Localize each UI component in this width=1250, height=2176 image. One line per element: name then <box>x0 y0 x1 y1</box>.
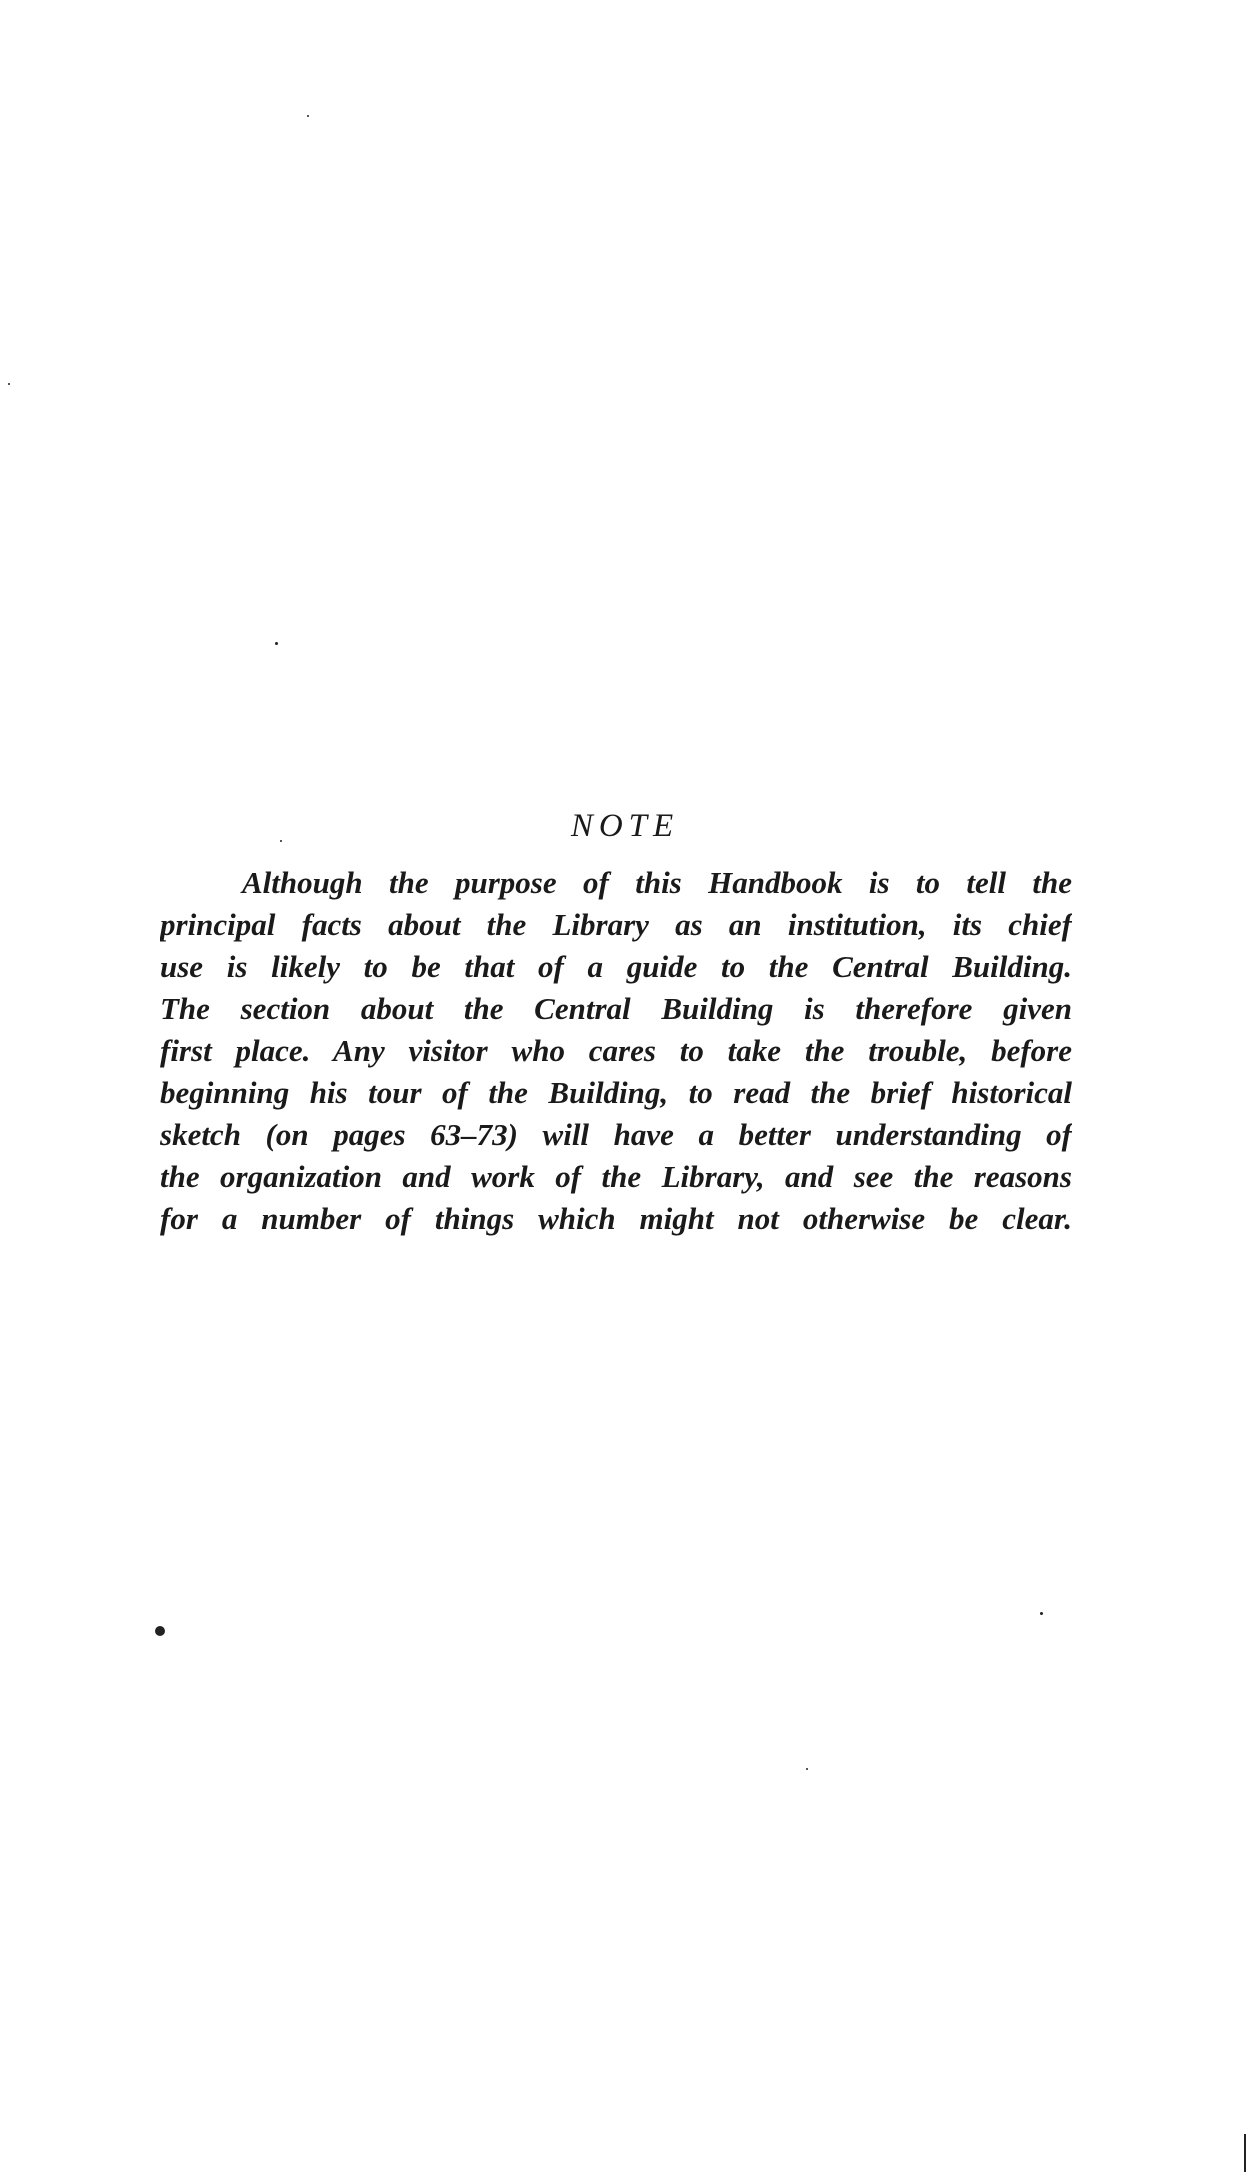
note-line: first place. Any visitor who cares to take the trouble, before <box>160 1033 1072 1068</box>
scan-speck <box>280 840 282 842</box>
scan-speck <box>1040 1612 1043 1615</box>
scan-speck <box>307 115 309 117</box>
note-line: sketch (on pages 63–73) will have a better understanding of <box>160 1117 1072 1152</box>
note-title: NOTE <box>570 808 680 844</box>
note-paragraph <box>160 862 1072 1240</box>
scan-speck <box>806 1768 808 1770</box>
scan-edge-mark <box>1244 2134 1246 2172</box>
scan-speck <box>275 642 278 645</box>
note-line: for a number of things which might not otherwise be clear. <box>160 1201 1072 1236</box>
note-line: Although the purpose of this Handbook is to tell the <box>242 865 1072 900</box>
note-line: The section about the Central Building is therefore given <box>160 991 1072 1026</box>
note-line: principal facts about the Library as an institution, its chief <box>160 907 1072 942</box>
scan-speck <box>155 1626 165 1636</box>
note-line: beginning his tour of the Building, to read the brief historical <box>160 1075 1072 1110</box>
note-line: use is likely to be that of a guide to the Central Building. <box>160 949 1072 984</box>
scan-speck <box>8 383 10 385</box>
note-line: the organization and work of the Library, and see the reasons <box>160 1159 1072 1194</box>
